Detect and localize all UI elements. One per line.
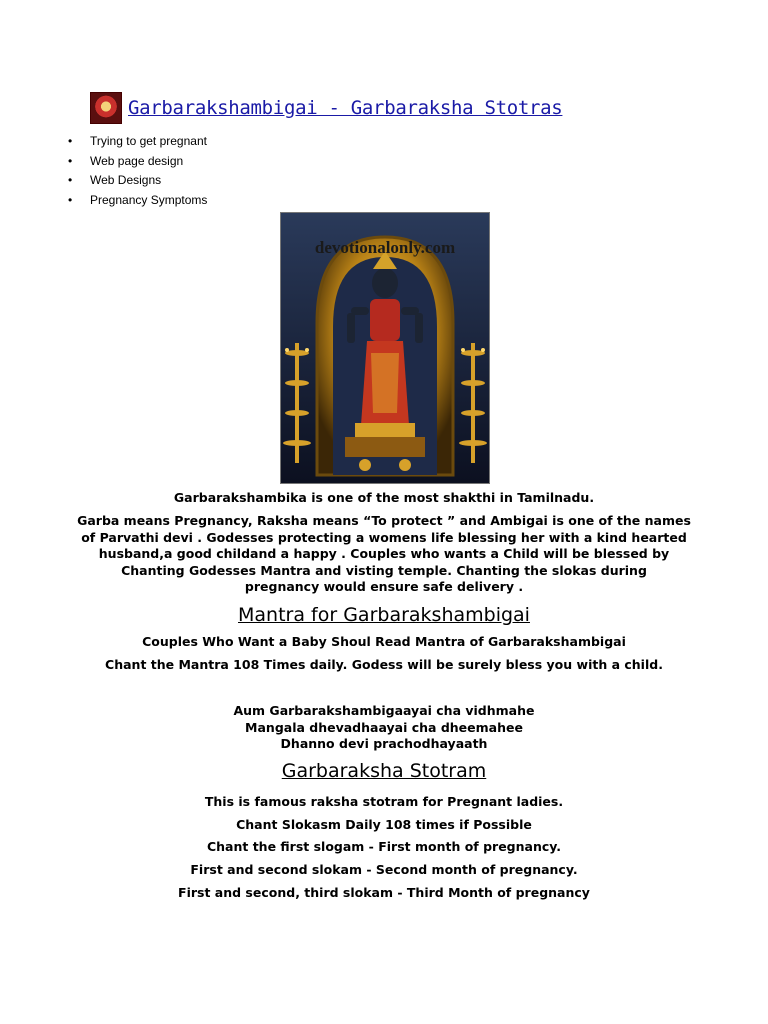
intro-paragraph-line: pregnancy would ensure safe delivery . (244, 579, 524, 594)
mantra-verse (0, 703, 768, 753)
intro-paragraph-line: husband,a good childand a happy . Couples who wants a Child will be blessed by (98, 546, 670, 561)
stotram-line: Chant Slokasm Daily 108 times if Possible (236, 816, 532, 832)
list-item[interactable] (68, 152, 207, 172)
page-title-link[interactable]: Garbarakshambigai - Garbaraksha Stotras (128, 97, 563, 119)
mantra-heading: Mantra for Garbarakshambigai (238, 604, 530, 626)
intro-paragraph-line: of Parvathi devi . Godesses protecting a womens life blessing her with a kind hearted (81, 529, 687, 545)
mantra-section (0, 604, 768, 626)
stotram-lines (0, 791, 768, 905)
intro-paragraph-line: Chanting Godesses Mantra and visting temple. Chanting the slokas during (121, 562, 647, 578)
list-item[interactable] (68, 171, 207, 191)
intro-paragraph-line: Garba means Pregnancy, Raksha means “To protect ” and Ambigai is one of the names (77, 513, 691, 528)
verse-line: Mangala dhevadhaayai cha dheemahee (245, 719, 523, 735)
list-item[interactable] (68, 132, 207, 152)
mantra-intro-2 (0, 657, 768, 674)
verse-line: Aum Garbarakshambigaayai cha vidhmahe (233, 703, 535, 718)
intro-block (0, 490, 768, 507)
link-web-designs[interactable]: Web Designs (90, 173, 162, 187)
mantra-intro (0, 634, 768, 651)
link-trying-to-get-pregnant[interactable]: Trying to get pregnant (90, 134, 207, 148)
mantra-line: Couples Who Want a Baby Shoul Read Mantra of Garbarakshambigai (142, 634, 626, 649)
title-row (90, 92, 562, 124)
ganesha-thumbnail-icon[interactable] (90, 92, 122, 124)
list-item[interactable] (68, 191, 207, 211)
stotram-line: First and second slokam - Second month of pregnancy. (190, 862, 578, 878)
link-web-page-design[interactable]: Web page design (90, 153, 184, 168)
link-pregnancy-symptoms[interactable]: Pregnancy Symptoms (90, 192, 208, 207)
stotram-line: First and second, third slokam - Third Month of pregnancy (178, 884, 590, 900)
stotram-section (0, 760, 768, 782)
intro-paragraph (0, 513, 768, 596)
stotram-line: Chant the first slogam - First month of pregnancy. (206, 839, 562, 855)
stotram-heading: Garbaraksha Stotram (281, 760, 487, 782)
intro-line: Garbarakshambika is one of the most shakthi in Tamilnadu. (173, 490, 595, 505)
goddess-image (280, 212, 490, 484)
stotram-line: This is famous raksha stotram for Pregnant ladies. (204, 794, 564, 809)
mantra-line: Chant the Mantra 108 Times daily. Godess will be surely bless you with a child. (105, 657, 663, 672)
verse-line: Dhanno devi prachodhayaath (280, 736, 488, 751)
related-links-list (68, 132, 207, 210)
image-watermark: devotionalonly.com (314, 238, 456, 257)
goddess-illustration (281, 213, 489, 483)
